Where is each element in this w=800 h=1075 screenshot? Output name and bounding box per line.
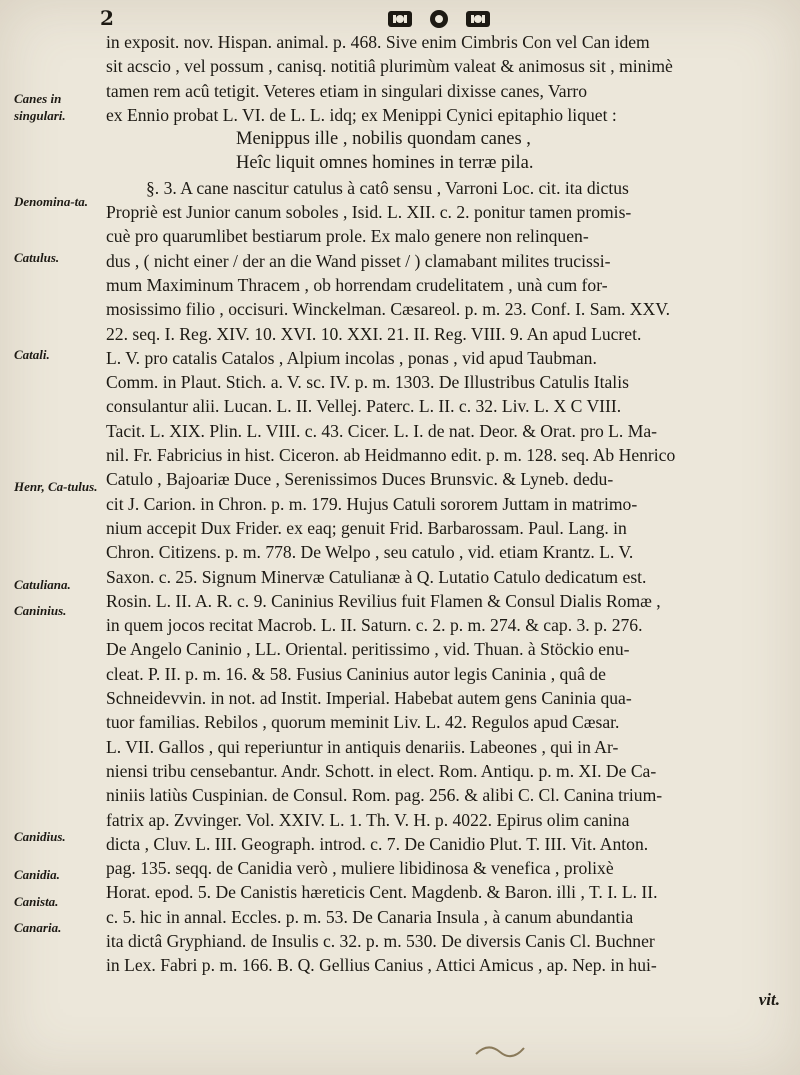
text-line: Propriè est Junior canum soboles , Isid. L. XII. c. 2. ponitur tamen promis- bbox=[106, 202, 632, 223]
printer-ornament bbox=[384, 6, 494, 32]
text-line: Saxon. c. 25. Signum Minervæ Catulianæ à Q. Lutatio Catulo dedicatum est. bbox=[106, 566, 647, 587]
text-line: L. VII. Gallos , qui reperiuntur in antiquis denariis. Labeones , qui in Ar- bbox=[106, 736, 619, 757]
margin-notes bbox=[0, 0, 100, 1075]
text-line: in exposit. nov. Hispan. animal. p. 468. Sive enim Cimbris Con vel Can idem bbox=[106, 32, 650, 52]
margin-note: Canidia. bbox=[14, 867, 60, 882]
footer-ornament bbox=[470, 1040, 530, 1062]
text-line: cit J. Carion. in Chron. p. m. 179. Hujus Catuli sororem Juttam in matrimo- bbox=[106, 493, 638, 514]
text-line: niensi tribu censebantur. Andr. Schott. in elect. Rom. Antiqu. p. m. XI. De Ca- bbox=[106, 760, 657, 781]
text-line: Comm. in Plaut. Stich. a. V. sc. IV. p. m. 1303. De Illustribus Catulis Italis bbox=[106, 372, 629, 393]
text-line: cuè pro quarumlibet bestiarum prole. Ex malo genere non relinquen- bbox=[106, 226, 589, 247]
text-line: Schneidevvin. in not. ad Instit. Imperial. Habebat autem gens Caninia qua- bbox=[106, 688, 632, 709]
text-line: nil. Fr. Fabricius in hist. Ciceron. ab Heidmanno edit. p. m. 128. seq. Ab Henrico bbox=[106, 445, 676, 466]
margin-note: Canista. bbox=[14, 894, 59, 909]
text-line: pag. 135. seqq. de Canidia verò , muliere libidinosa & venefica , prolixè bbox=[106, 858, 614, 879]
text-line: ita dictâ Gryphiand. de Insulis c. 32. p. m. 530. De diversis Canis Cl. Buchner bbox=[106, 930, 655, 951]
text-line: cleat. P. II. p. m. 16. & 58. Fusius Caninius autor legis Caninia , quâ de bbox=[106, 663, 606, 684]
text-line: in quem jocos recitat Macrob. L. II. Saturn. c. 2. p. m. 274. & cap. 3. p. 276. bbox=[106, 615, 643, 636]
text-line: Chron. Citizens. p. m. 778. De Welpo , seu catulo , vid. etiam Krantz. L. V. bbox=[106, 542, 634, 563]
text-line: mum Maximinum Thracem , ob horrendam crudelitatem , unà cum for- bbox=[106, 274, 608, 295]
epitaph-line: Heîc liquit omnes homines in terræ pila. bbox=[236, 153, 534, 174]
text-line: L. V. pro catalis Catalos , Alpium incolas , ponas , vid apud Taubman. bbox=[106, 347, 597, 368]
text-line: tuor familias. Rebilos , quorum meminit Liv. L. 42. Regulos apud Cæsar. bbox=[106, 712, 620, 733]
margin-note: Catulus. bbox=[14, 250, 60, 265]
margin-note: Henr, Ca-tulus. bbox=[14, 479, 98, 494]
margin-note: Canes in singulari. bbox=[14, 91, 66, 123]
main-text bbox=[106, 30, 786, 978]
text-line: Rosin. L. II. A. R. c. 9. Caninius Revilius fuit Flamen & Consul Dialis Romæ , bbox=[106, 590, 661, 611]
page-number: 2 bbox=[100, 6, 114, 30]
text-line: c. 5. hic in annal. Eccles. p. m. 53. De Canaria Insula , à canum abundantia bbox=[106, 906, 634, 927]
catchword: vit. bbox=[758, 990, 780, 1009]
text-line: 22. seq. I. Reg. XIV. 10. XVI. 10. XXI. 21. II. Reg. VIII. 9. An apud Lucret. bbox=[106, 323, 642, 344]
margin-note: Caninius. bbox=[14, 603, 67, 618]
margin-note: Canaria. bbox=[14, 920, 62, 935]
text-line: mosissimo filio , occisuri. Winckelman. Cæsareol. p. m. 23. Conf. I. Sam. XXV. bbox=[106, 299, 671, 320]
text-line: De Angelo Caninio , LL. Oriental. peritissimo , vid. Thuan. à Stöckio enu- bbox=[106, 639, 630, 660]
text-line: fatrix ap. Zvvinger. Vol. XXIV. L. 1. Th. V. H. p. 4022. Epirus olim canina bbox=[106, 809, 630, 830]
text-line: ex Ennio probat L. VI. de L. L. idq; ex Menippi Cynici epitaphio liquet : bbox=[106, 104, 617, 125]
text-line: Catulo , Bajoariæ Duce , Serenissimos Duces Brunsvic. & Lyneb. dedu- bbox=[106, 469, 614, 490]
text-line: dus , ( nicht einer / der an die Wand pisset / ) clamabant milites trucissi- bbox=[106, 250, 611, 271]
text-line: Tacit. L. XIX. Plin. L. VIII. c. 43. Cicer. L. I. de nat. Deor. & Orat. pro L. Ma- bbox=[106, 420, 658, 441]
text-line: consulantur alii. Lucan. L. II. Vellej. Paterc. L. II. c. 32. Liv. L. X C VIII. bbox=[106, 396, 622, 417]
text-line: niniis latiùs Cuspinian. de Consul. Rom. pag. 256. & alibi C. Cl. Canina trium- bbox=[106, 785, 663, 806]
margin-note: Catuliana. bbox=[14, 577, 71, 592]
text-line: nium accepit Dux Frider. ex eaq; genuit Frid. Barbarossam. Paul. Lang. in bbox=[106, 517, 627, 538]
text-line: sit acscio , vel possum , canisq. notitiâ plurimùm valeat & animosus sit , minimè bbox=[106, 56, 673, 77]
margin-note: Catali. bbox=[14, 347, 50, 362]
margin-note: Denomina-ta. bbox=[14, 194, 89, 209]
text-line: Horat. epod. 5. De Canistis hæreticis Cent. Magdenb. & Baron. illi , T. I. L. II. bbox=[106, 882, 658, 903]
text-line: dicta , Cluv. L. III. Geograph. introd. c. 7. De Canidio Plut. T. III. Vit. Anton. bbox=[106, 833, 649, 854]
margin-note: Canidius. bbox=[14, 829, 66, 844]
text-line: tamen rem acû tetigit. Veteres etiam in singulari dixisse canes, Varro bbox=[106, 80, 588, 101]
epitaph-line: Menippus ille , nobilis quondam canes , bbox=[236, 129, 531, 150]
text-line: §. 3. A cane nascitur catulus à catô sensu , Varroni Loc. cit. ita dictus bbox=[146, 177, 629, 198]
text-line: in Lex. Fabri p. m. 166. B. Q. Gellius Canius , Attici Amicus , ap. Nep. in hui- bbox=[106, 955, 657, 976]
